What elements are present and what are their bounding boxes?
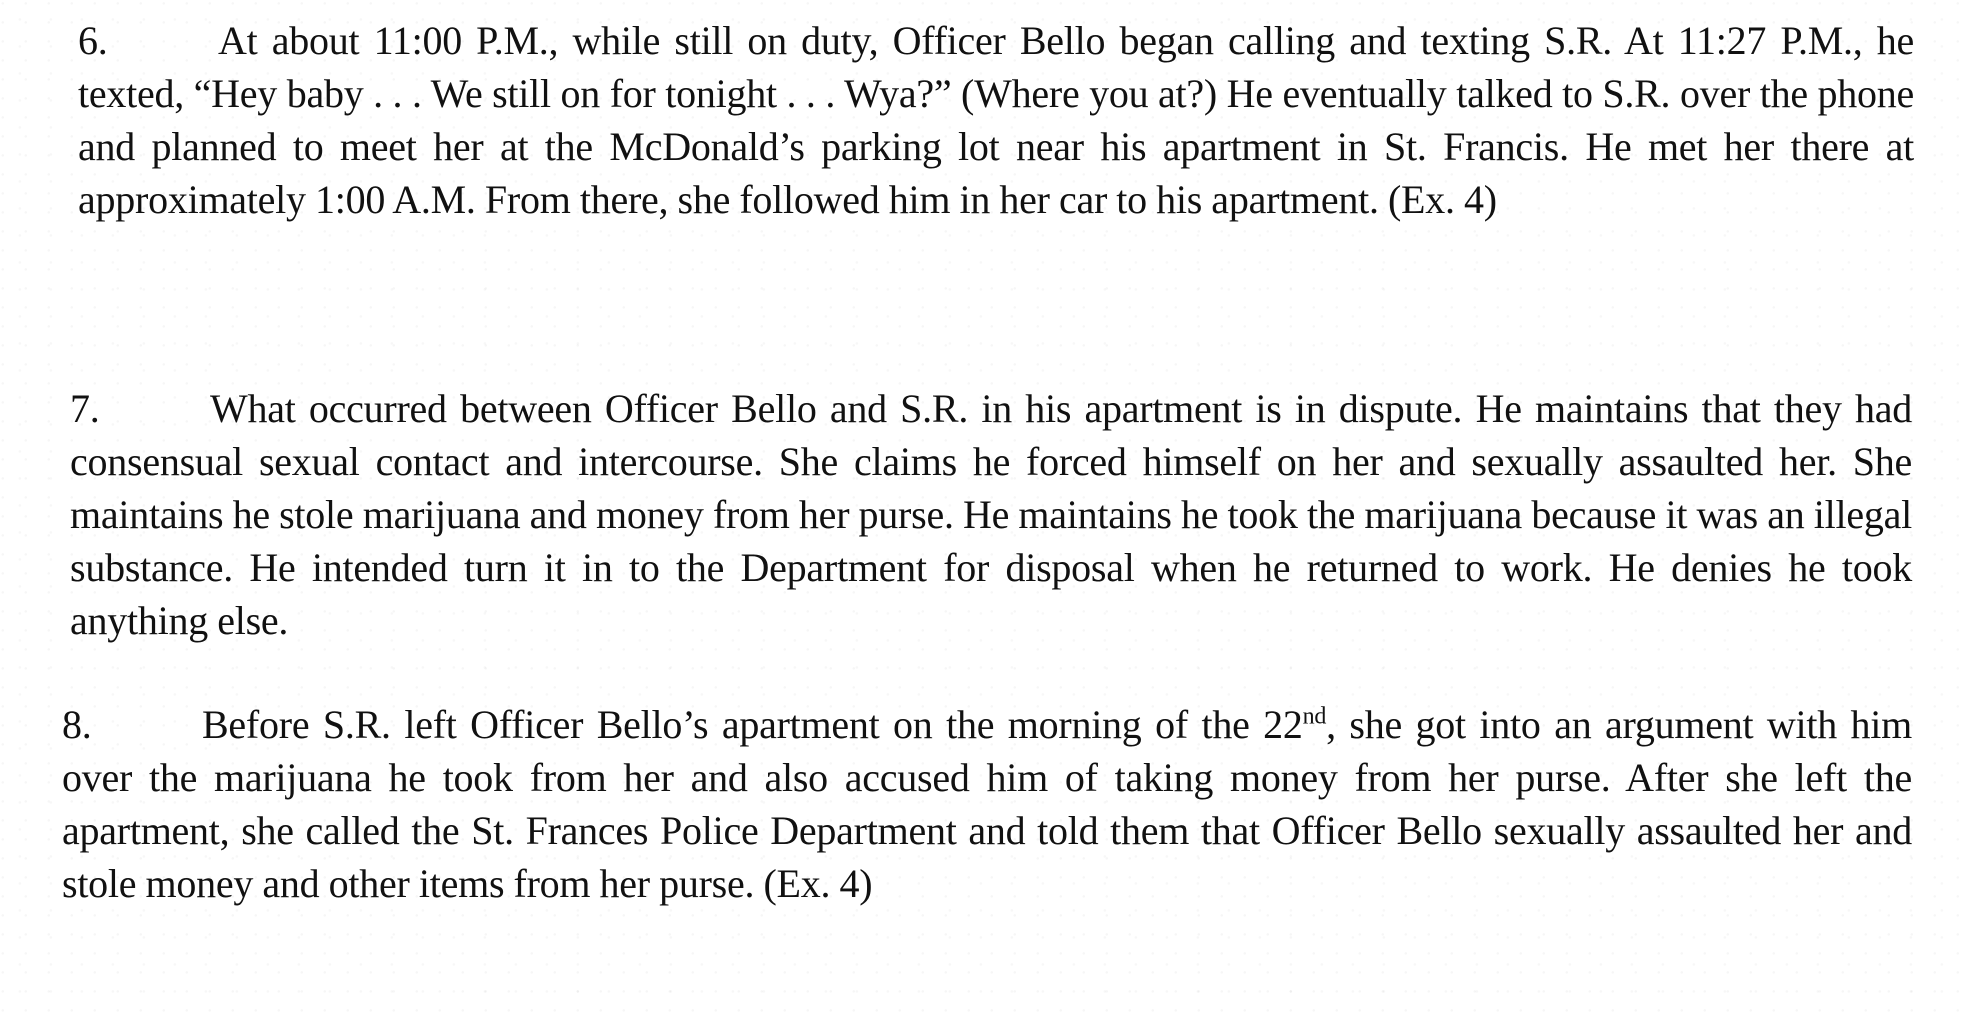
paragraph-text-before: Before S.R. left Officer Bello’s apartment on the morning of the 22 — [202, 702, 1303, 747]
paragraph-text-after: , she got into an argument with him over the marijuana he took from her and also accused him of taking money from her purse. After she left the apartment, she called the St. Frances Police Department and told them that Officer Bello sexually assaulted her and stole money and other items from her purse. (Ex. 4) — [62, 702, 1912, 906]
paragraph-text: What occurred between Officer Bello and S.R. in his apartment is in dispute. He maintains that they had consensual sexual contact and intercourse. She claims he forced himself on her and sexually assaulted her. She maintains he stole marijuana and money from her purse. He maintains he took the marijuana because it was an illegal substance. He intended turn it in to the Department for disposal when he returned to work. He denies he took anything else. — [70, 386, 1912, 643]
paragraph-6 — [78, 14, 1914, 226]
paragraph-number: 8. — [62, 702, 92, 747]
paragraph-text: At about 11:00 P.M., while still on duty, Officer Bello began calling and texting S.R. At 11:27 P.M., he texted, “Hey baby . . . We still on for tonight . . . Wya?” (Where you at?) He eventually talked to S.R. over the phone and planned to meet her at the McDonald’s parking lot near his apartment in St. Francis. He met her there at approximately 1:00 A.M. From there, she followed him in her car to his apartment. (Ex. 4) — [78, 18, 1914, 222]
paragraph-number: 6. — [78, 18, 108, 63]
paragraph-8 — [62, 698, 1912, 910]
ordinal-superscript: nd — [1302, 703, 1327, 730]
paragraph-7 — [70, 382, 1912, 647]
paragraph-number: 7. — [70, 386, 100, 431]
